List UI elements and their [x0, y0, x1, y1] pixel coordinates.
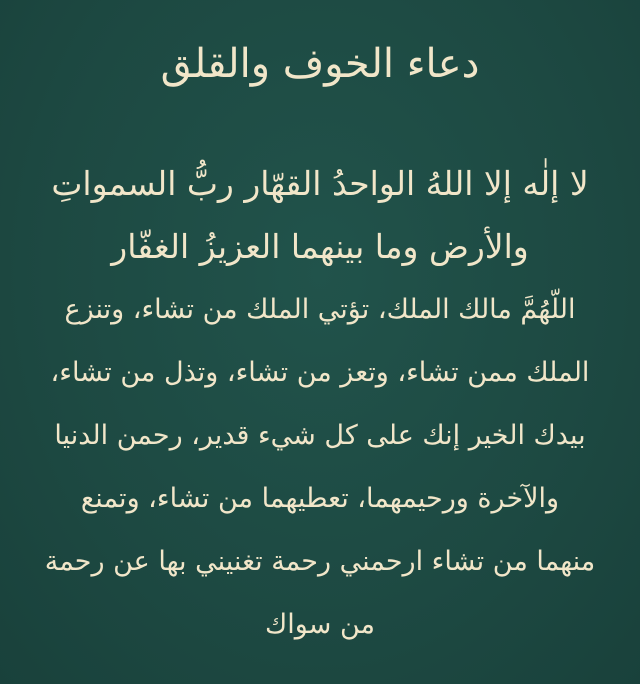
dua-line-8: من سواك — [265, 609, 375, 640]
page-title: دعاء الخوف والقلق — [160, 41, 480, 87]
dua-line-3: اللّهُمَّ مالك الملك، تؤتي الملك من تشاء، وتنزع — [64, 294, 576, 325]
dua-line-6: والآخرة ورحيمهما، تعطيهما من تشاء، وتمنع — [80, 483, 560, 514]
dua-line-7: منهما من تشاء ارحمني رحمة تغنيني بها عن رحمة — [44, 546, 596, 577]
dua-line-5: بيدك الخير إنك على كل شيء قدير، رحمن الدنيا — [54, 420, 586, 451]
dua-line-4: الملك ممن تشاء، وتعز من تشاء، وتذل من تشاء، — [50, 357, 590, 388]
dua-line-1: لا إلٰه إلا اللهُ الواحدُ القهّار ربُّ السمواتِ — [51, 164, 589, 203]
dua-line-2: والأرض وما بينهما العزيزُ الغفّار — [111, 227, 529, 266]
dua-text — [30, 152, 610, 656]
